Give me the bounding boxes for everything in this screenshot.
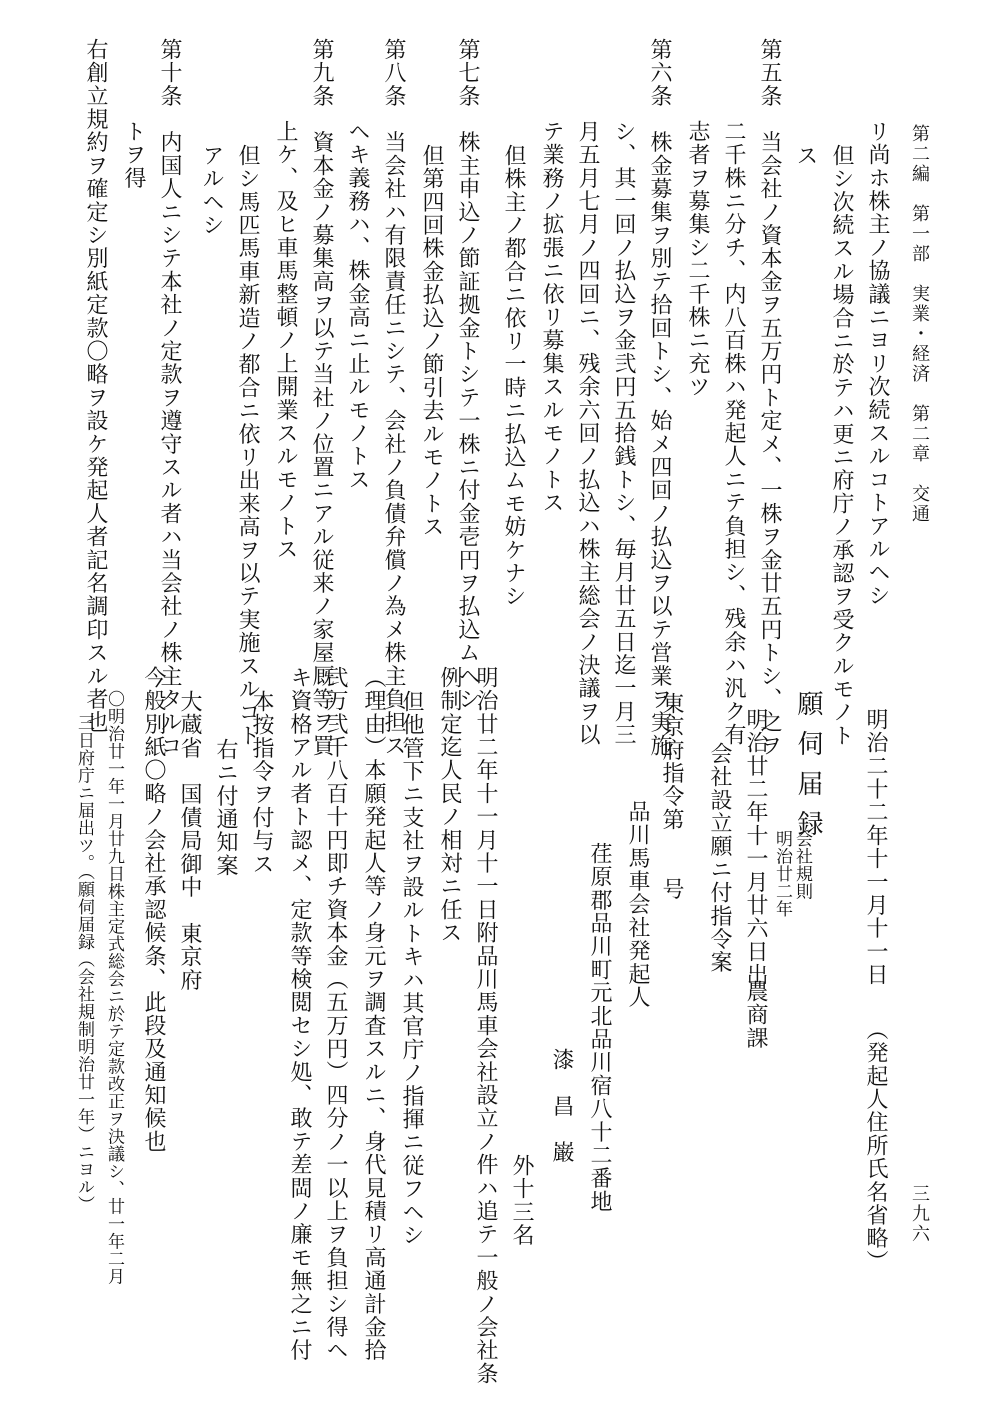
article-line: 第九条 資本金ノ募集高ヲ以テ当社ノ位置ニアル従来ノ家屋厩等ヲ買 bbox=[309, 38, 334, 758]
text-line: （理由）本願発起人等ノ身元ヲ調査スルニ、身代見積リ高通計金拾 bbox=[361, 666, 386, 1362]
text-line: 大蔵省 国債局御中 東京府 bbox=[177, 690, 202, 992]
record-title: 願伺届録 bbox=[793, 690, 823, 850]
note-line: 三日府庁ニ届出ツ。（願伺届録（会社規制明治廿一年）ニヨル） bbox=[74, 714, 94, 1213]
text-line: テ業務ノ拡張ニ依リ募集スルモノトス bbox=[539, 120, 564, 515]
text-line: 但他管下ニ支社ヲ設ルトキハ其官庁ノ指揮ニ従フヘシ bbox=[399, 690, 424, 1247]
text-line: 右ニ付通知案 bbox=[213, 738, 238, 878]
article-line: 第八条 当会社ハ有限責任ニシテ、会社ノ負債弁償ノ為メ株主負担ス bbox=[381, 38, 406, 758]
record-subtitle-year: 明治廿二年 bbox=[772, 830, 792, 918]
closing-line: 右創立規約ヲ確定シ別紙定款〇略ヲ設ケ発起人者記名調印スル者也 bbox=[83, 38, 108, 734]
text-line: シ、其一回ノ払込ヲ金弐円五拾銭トシ、毎月廿五日迄一月三 bbox=[611, 120, 636, 747]
article-line: 第五条 当会社ノ資本金ヲ五万円ト定メ、一株ヲ金廿五円トシ、之ヲ bbox=[757, 38, 782, 758]
text-line: リ尚ホ株主ノ協議ニヨリ次続スルコトアルヘシ bbox=[865, 120, 890, 608]
note-line: 〇明治廿一年一月廿九日株主定式総会ニ於テ定款改正ヲ決議シ、廿一年二月 bbox=[104, 690, 124, 1285]
text-line: 例制定迄人民ノ相対ニ任ス bbox=[437, 666, 462, 945]
text-line: 但第四回株金払込ノ節引去ルモノトス bbox=[419, 144, 444, 539]
text-line: アルヘシ bbox=[199, 144, 224, 237]
record-department: 農商課 bbox=[743, 980, 768, 1050]
article-line: 第七条 株主申込ノ節証拠金トシテ一株ニ付金壱円ヲ払込ムヘシ bbox=[455, 38, 480, 711]
record-heading: 会社設立願ニ付指令案 bbox=[707, 742, 732, 974]
text-line: 月五月七月ノ四回ニ、残余六回ノ払込ハ株主総会ノ決議ヲ以 bbox=[575, 120, 600, 747]
text-line: 今般別紙〇略ノ会社承認候条、此段及通知候也 bbox=[141, 666, 166, 1154]
addressee-name: 漆 昌 巌 bbox=[549, 1048, 574, 1164]
text-line: 本按指令ヲ付与ス bbox=[249, 690, 274, 876]
document-date: 明治二十二年十一月十一日 bbox=[863, 708, 888, 987]
text-line: 但株主ノ都合ニ依リ一時ニ払込ムモ妨ケナシ bbox=[501, 144, 526, 608]
record-date-line: 明治廿二年十一月廿六日出 bbox=[743, 708, 768, 987]
article-line: 第六条 株金募集ヲ別テ拾回トシ、始メ四回ノ払込ヲ以テ営業ヲ実施 bbox=[647, 38, 672, 758]
addressee-address: 荏原郡品川町元北品川宿八十二番地 bbox=[587, 842, 612, 1214]
text-line: ス bbox=[793, 144, 818, 168]
addressee-company: 品川馬車会社発起人 bbox=[625, 800, 650, 1009]
text-line: 上ケ、及ヒ車馬整頓ノ上開業スルモノトス bbox=[273, 120, 298, 561]
record-subtitle-category: 会社規則 bbox=[792, 830, 812, 900]
text-line: 二千株ニ分チ、内八百株ハ発起人ニテ負担シ、残余ハ汎ク有 bbox=[721, 120, 746, 747]
text-line: 弐万弐千八百十円即チ資本金（五万円）四分ノ一以上ヲ負担シ得ヘ bbox=[323, 666, 348, 1362]
running-header: 第二編 第一部 実業・経済 第二章 交通 bbox=[909, 124, 930, 524]
text-line: ヘキ義務ハ、株金高ニ止ルモノトス bbox=[345, 120, 370, 492]
text-line: 志者ヲ募集シ二千株ニ充ツ bbox=[685, 120, 710, 399]
page-number: 三九六 bbox=[909, 1184, 930, 1244]
article-line: 第十条 内国人ニシテ本社ノ定款ヲ遵守スル者ハ当会社ノ株主タルコ bbox=[157, 38, 182, 758]
directive-number: 東京府指令第 号 bbox=[659, 692, 684, 901]
text-line: 但シ次続スル場合ニ於テハ更ニ府庁ノ承認ヲ受クルモノト bbox=[829, 144, 854, 748]
addressee-others: 外十三名 bbox=[509, 1154, 534, 1247]
omitted-note: （発起人住所氏名省略） bbox=[863, 1018, 888, 1274]
text-line: キ資格アル者ト認メ、定款等検閲セシ処、敢テ差閊ノ廉モ無之ニ付 bbox=[287, 666, 312, 1362]
text-line: 明治廿二年十一月十一日附品川馬車会社設立ノ件ハ追テ一般ノ会社条 bbox=[473, 666, 498, 1386]
text-line: 但シ馬匹馬車新造ノ都合ニ依リ出来高ヲ以テ実施スルコト bbox=[235, 144, 260, 748]
text-line: トヲ得 bbox=[121, 120, 146, 190]
